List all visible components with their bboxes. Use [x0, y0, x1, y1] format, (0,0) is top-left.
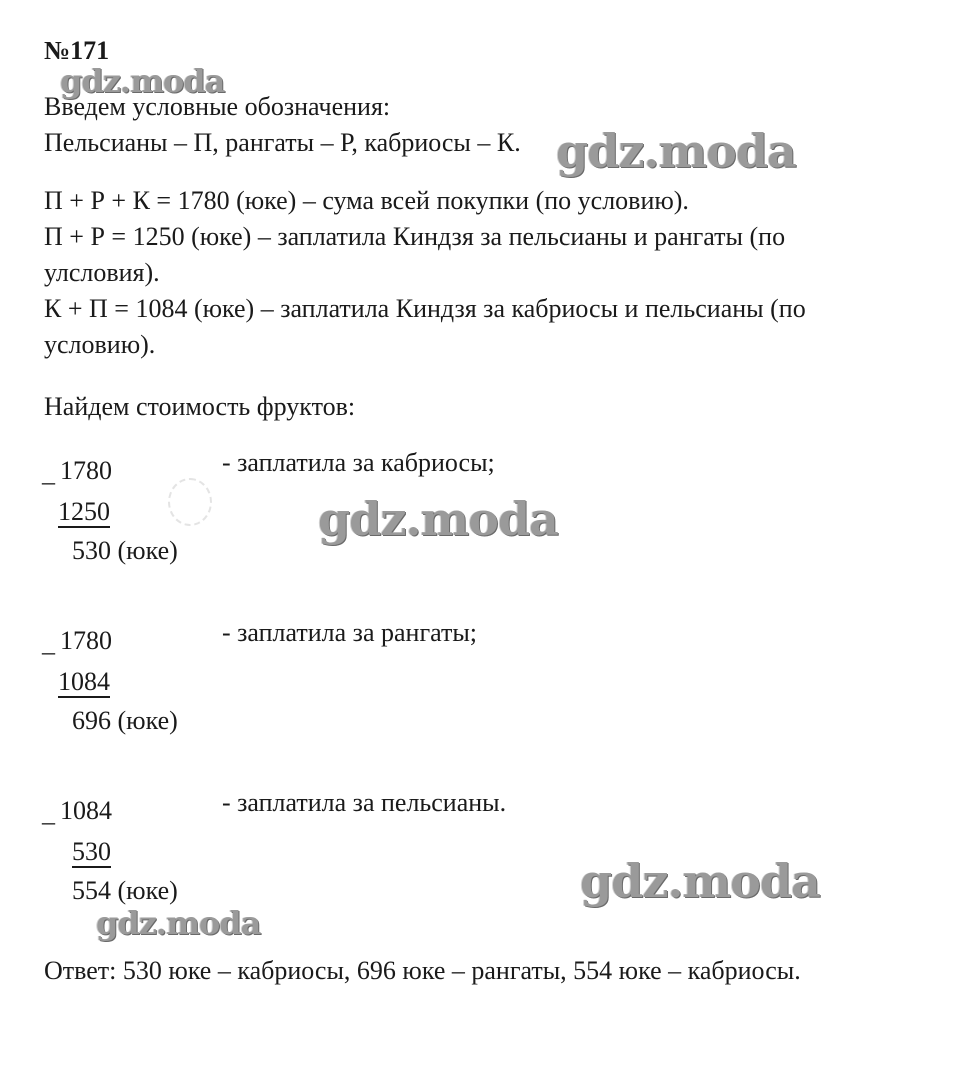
- watermark: gdz.moda: [96, 904, 261, 942]
- find-heading: Найдем стоимость фруктов:: [44, 392, 356, 421]
- difference: 530 (юке): [72, 536, 178, 565]
- difference: 696 (юке): [72, 706, 178, 735]
- equation-line: П + Р + К = 1780 (юке) – сума всей покупки (по условию).: [44, 186, 689, 215]
- intro-line: Пельсианы – П, рангаты – Р, кабриосы – К.: [44, 128, 521, 157]
- answer-line: Ответ: 530 юке – кабриосы, 696 юке – рангаты, 554 юке – кабриосы.: [44, 956, 801, 985]
- equation-line: улсловия).: [44, 258, 160, 287]
- watermark: gdz.moda: [556, 124, 796, 178]
- faint-mark: [168, 478, 212, 526]
- intro-line: Введем условные обозначения:: [44, 92, 391, 121]
- minuend: 1084: [60, 796, 112, 825]
- subtraction-note: - заплатила за кабриосы;: [222, 448, 495, 477]
- subtrahend: 1084: [58, 667, 110, 696]
- equation-line: П + Р = 1250 (юке) – заплатила Киндзя за пельсианы и рангаты (по: [44, 222, 786, 251]
- equation-line: условию).: [44, 330, 156, 359]
- minus-sign: _: [42, 458, 55, 487]
- subtrahend: 1250: [58, 497, 110, 526]
- minuend: 1780: [60, 626, 112, 655]
- equation-line: К + П = 1084 (юке) – заплатила Киндзя за кабриосы и пельсианы (по: [44, 294, 806, 323]
- watermark: gdz.moda: [318, 492, 558, 546]
- problem-number: №171: [44, 36, 110, 65]
- watermark: gdz.moda: [580, 854, 820, 908]
- subtraction-note: - заплатила за пельсианы.: [222, 788, 507, 817]
- minuend: 1780: [60, 456, 112, 485]
- difference: 554 (юке): [72, 876, 178, 905]
- subtrahend: 530: [72, 837, 111, 866]
- minus-sign: _: [42, 628, 55, 657]
- subtraction-note: - заплатила за рангаты;: [222, 618, 478, 647]
- minus-sign: _: [42, 798, 55, 827]
- watermark: gdz.moda: [60, 62, 225, 100]
